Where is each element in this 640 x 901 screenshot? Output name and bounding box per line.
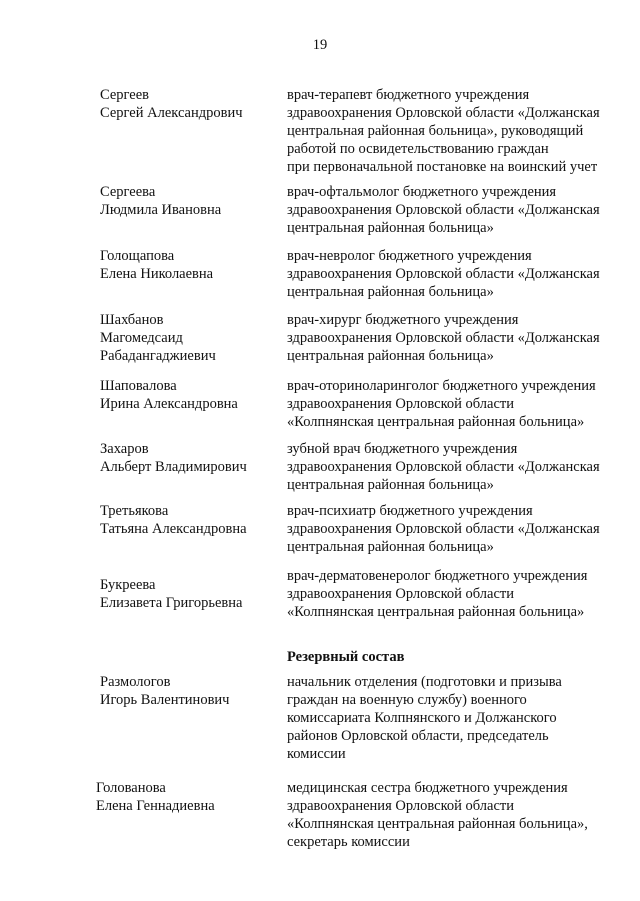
given-names: Татьяна Александровна xyxy=(100,521,247,537)
member-name xyxy=(100,502,280,538)
given-names: Людмила Ивановна xyxy=(100,202,222,218)
surname: Шахбанов xyxy=(100,312,164,328)
surname: Размологов xyxy=(100,674,171,690)
given-names: Ирина Александровна xyxy=(100,396,238,412)
member-role xyxy=(287,183,627,237)
given-names: Елена Геннадиевна xyxy=(96,798,215,814)
role-line: центральная районная больница», руководящий xyxy=(287,123,584,139)
role-line: медицинская сестра бюджетного учреждения xyxy=(287,780,568,796)
role-line: комиссариата Колпнянского и Должанского xyxy=(287,710,557,726)
member-role xyxy=(287,311,627,365)
role-line: здравоохранения Орловской области «Должанская xyxy=(287,459,600,475)
member-name xyxy=(100,183,280,219)
member-name xyxy=(100,377,280,413)
given-names: Сергей Александрович xyxy=(100,105,243,121)
member-role xyxy=(287,377,627,431)
role-line: здравоохранения Орловской области «Должанская xyxy=(287,330,600,346)
role-line: при первоначальной постановке на воинский учет xyxy=(287,159,598,175)
given-names: Елена Николаевна xyxy=(100,266,214,282)
role-line: комиссии xyxy=(287,746,346,762)
role-line: граждан на военную службу) военного xyxy=(287,692,527,708)
member-name xyxy=(100,440,280,476)
member-name xyxy=(100,311,280,365)
member-role xyxy=(287,779,627,851)
member-role xyxy=(287,440,627,494)
role-line: центральная районная больница» xyxy=(287,348,494,364)
role-line: врач-хирург бюджетного учреждения xyxy=(287,312,519,328)
member-name xyxy=(100,673,280,709)
role-line: центральная районная больница» xyxy=(287,284,494,300)
role-line: секретарь комиссии xyxy=(287,834,410,850)
role-line: врач-невролог бюджетного учреждения xyxy=(287,248,532,264)
role-line: врач-психиатр бюджетного учреждения xyxy=(287,503,533,519)
role-line: здравоохранения Орловской области xyxy=(287,586,514,602)
role-line: здравоохранения Орловской области «Должанская xyxy=(287,266,600,282)
member-name xyxy=(100,86,280,122)
role-line: центральная районная больница» xyxy=(287,220,494,236)
role-line: центральная районная больница» xyxy=(287,477,494,493)
given-names: Елизавета Григорьевна xyxy=(100,595,243,611)
member-name xyxy=(96,779,276,815)
member-name xyxy=(100,247,280,283)
page-number: 19 xyxy=(312,37,328,53)
member-role xyxy=(287,567,627,621)
role-line: здравоохранения Орловской области «Должанская xyxy=(287,202,600,218)
member-role xyxy=(287,247,627,301)
surname: Голощапова xyxy=(100,248,175,264)
given-names: Игорь Валентинович xyxy=(100,692,230,708)
role-line: работой по освидетельствованию граждан xyxy=(287,141,549,157)
member-name xyxy=(100,576,280,612)
role-line: «Колпнянская центральная районная больница», xyxy=(287,816,588,832)
role-line: начальник отделения (подготовки и призыва xyxy=(287,674,562,690)
surname: Букреева xyxy=(100,577,156,593)
role-line: врач-дерматовенеролог бюджетного учреждения xyxy=(287,568,588,584)
surname: Сергеева xyxy=(100,184,156,200)
surname: Голованова xyxy=(96,780,166,796)
member-role xyxy=(287,673,627,763)
role-line: здравоохранения Орловской области xyxy=(287,798,514,814)
role-line: «Колпнянская центральная районная больница» xyxy=(287,604,585,620)
member-role xyxy=(287,502,627,556)
surname: Шаповалова xyxy=(100,378,177,394)
surname: Сергеев xyxy=(100,87,150,103)
role-line: районов Орловской области, председатель xyxy=(287,728,549,744)
surname: Третьякова xyxy=(100,503,169,519)
role-line: зубной врач бюджетного учреждения xyxy=(287,441,518,457)
role-line: врач-офтальмолог бюджетного учреждения xyxy=(287,184,557,200)
role-line: центральная районная больница» xyxy=(287,539,494,555)
given-names: Магомедсаид xyxy=(100,330,183,346)
role-line: здравоохранения Орловской области xyxy=(287,396,514,412)
given-names: Альберт Владимирович xyxy=(100,459,247,475)
role-line: здравоохранения Орловской области «Должанская xyxy=(287,105,600,121)
member-role xyxy=(287,86,627,176)
role-line: здравоохранения Орловской области «Должанская xyxy=(287,521,600,537)
patronymic: Рабадангаджиевич xyxy=(100,348,216,364)
role-line: «Колпнянская центральная районная больница» xyxy=(287,414,585,430)
surname: Захаров xyxy=(100,441,149,457)
role-line: врач-оториноларинголог бюджетного учреждения xyxy=(287,378,596,394)
role-line: врач-терапевт бюджетного учреждения xyxy=(287,87,530,103)
reserve-heading: Резервный состав xyxy=(287,649,405,665)
